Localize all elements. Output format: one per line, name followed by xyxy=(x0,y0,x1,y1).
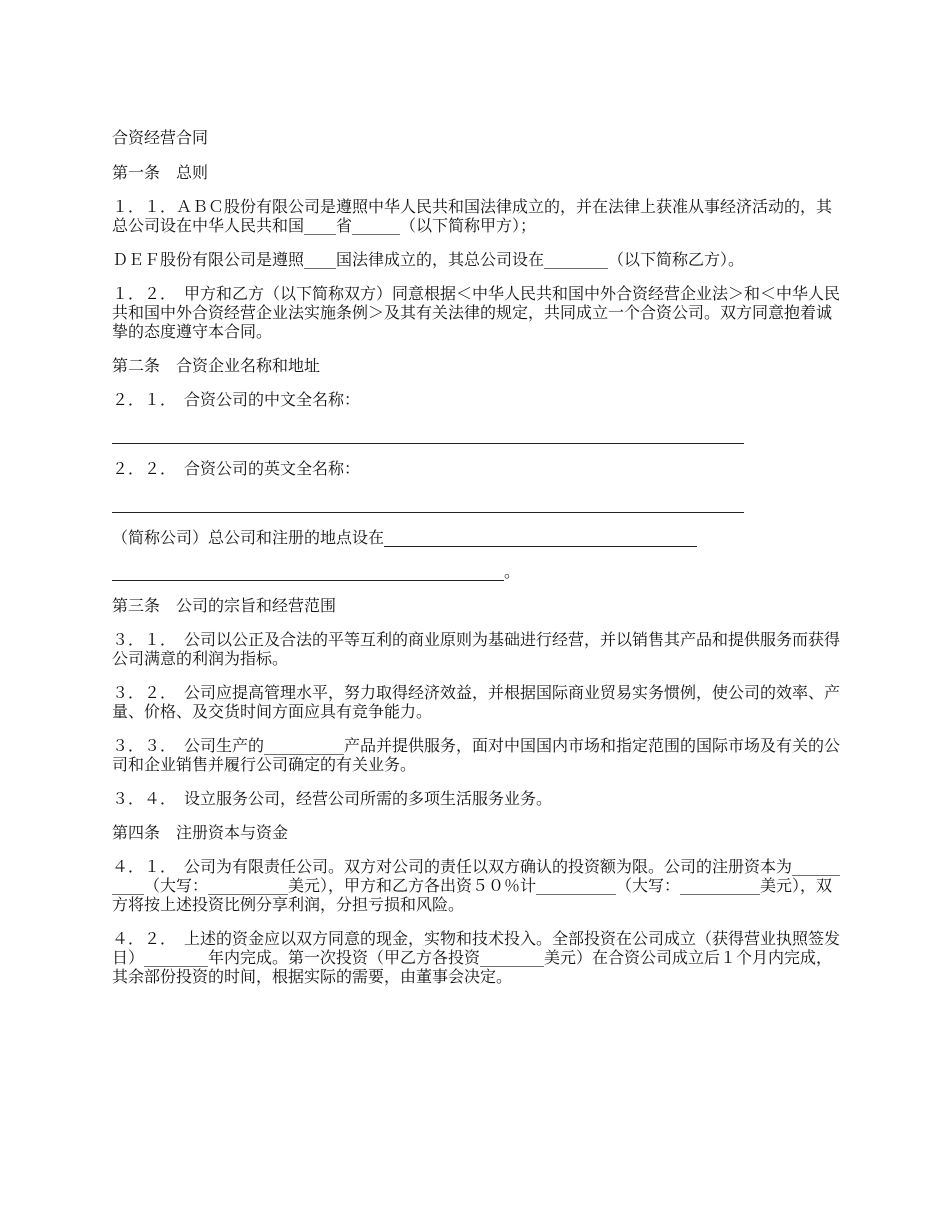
clause-1-1-party-b: ＤＥＦ股份有限公司是遵照____国法律成立的，其总公司设在________（以下简称乙方）。 xyxy=(112,250,745,269)
clause-2-3-address-row xyxy=(112,528,842,547)
clause-2-2: ２．２． 合资公司的英文全名称： xyxy=(112,459,361,478)
address-blank-1 xyxy=(384,531,697,547)
document-title: 合资经营合同 xyxy=(112,128,209,147)
clause-1-2: １．２． 甲方和乙方（以下简称双方）同意根据＜中华人民共和国中外合资经营企业法＞和＜中华人民共和国中外合资经营企业法实施条例＞及其有关法律的规定，共同成立一个合资公司。双方同意抱着诚挚的态度遵守本合同。 xyxy=(112,284,841,341)
clause-3-4: ３．４． 设立服务公司，经营公司所需的多项生活服务业务。 xyxy=(112,789,553,808)
chinese-name-blank-line xyxy=(112,424,744,444)
clause-2-3-text: （简称公司）总公司和注册的地点设在 xyxy=(112,528,385,547)
clause-2-1: ２．１． 合资公司的中文全名称： xyxy=(112,390,361,409)
clause-2-3-end: 。 xyxy=(504,562,521,581)
article-3-heading: 第三条 公司的宗旨和经营范围 xyxy=(112,596,337,615)
contract-document xyxy=(112,128,842,1001)
article-1-heading: 第一条 总则 xyxy=(112,163,209,182)
clause-1-1: １．１．ＡＢＣ股份有限公司是遵照中华人民共和国法律成立的，并在法律上获准从事经济活动的，其总公司设在中华人民共和国____省______（以下简称甲方）； xyxy=(112,197,833,235)
clause-3-2: ３．２． 公司应提高管理水平，努力取得经济效益，并根据国际商业贸易实务惯例，使公司的效率、产量、价格、及交货时间方面应具有竞争能力。 xyxy=(112,683,841,721)
address-blank-2 xyxy=(112,565,504,581)
article-4-heading: 第四条 注册资本与资金 xyxy=(112,823,289,842)
clause-3-3: ３．３． 公司生产的__________产品并提供服务，面对中国国内市场和指定范围的国际市场及有关的公司和企业销售并履行公司确定的有关业务。 xyxy=(112,736,841,774)
clause-4-1: ４．１． 公司为有限责任公司。双方对公司的责任以双方确认的投资额为限。公司的注册资本为__________（大写：__________美元），甲方和乙方各出资５０％计__________（大写：__________美元），双方将按上述投资比例分享利润，分担亏损和风险。 xyxy=(112,857,841,914)
clause-4-2: ４．２． 上述的资金应以双方同意的现金，实物和技术投入。全部投资在公司成立（获得营业执照签发日）________年内完成。第一次投资（甲乙方各投资________美元）在合资公司成立后１个月内完成，其余部份投资的时间，根据实际的需要，由董事会决定。 xyxy=(112,929,841,986)
english-name-blank-line xyxy=(112,493,744,513)
clause-3-1: ３．１． 公司以公正及合法的平等互利的商业原则为基础进行经营，并以销售其产品和提供服务而获得公司满意的利润为指标。 xyxy=(112,630,841,668)
clause-2-3-address-row-2 xyxy=(112,562,842,581)
article-2-heading: 第二条 合资企业名称和地址 xyxy=(112,356,321,375)
